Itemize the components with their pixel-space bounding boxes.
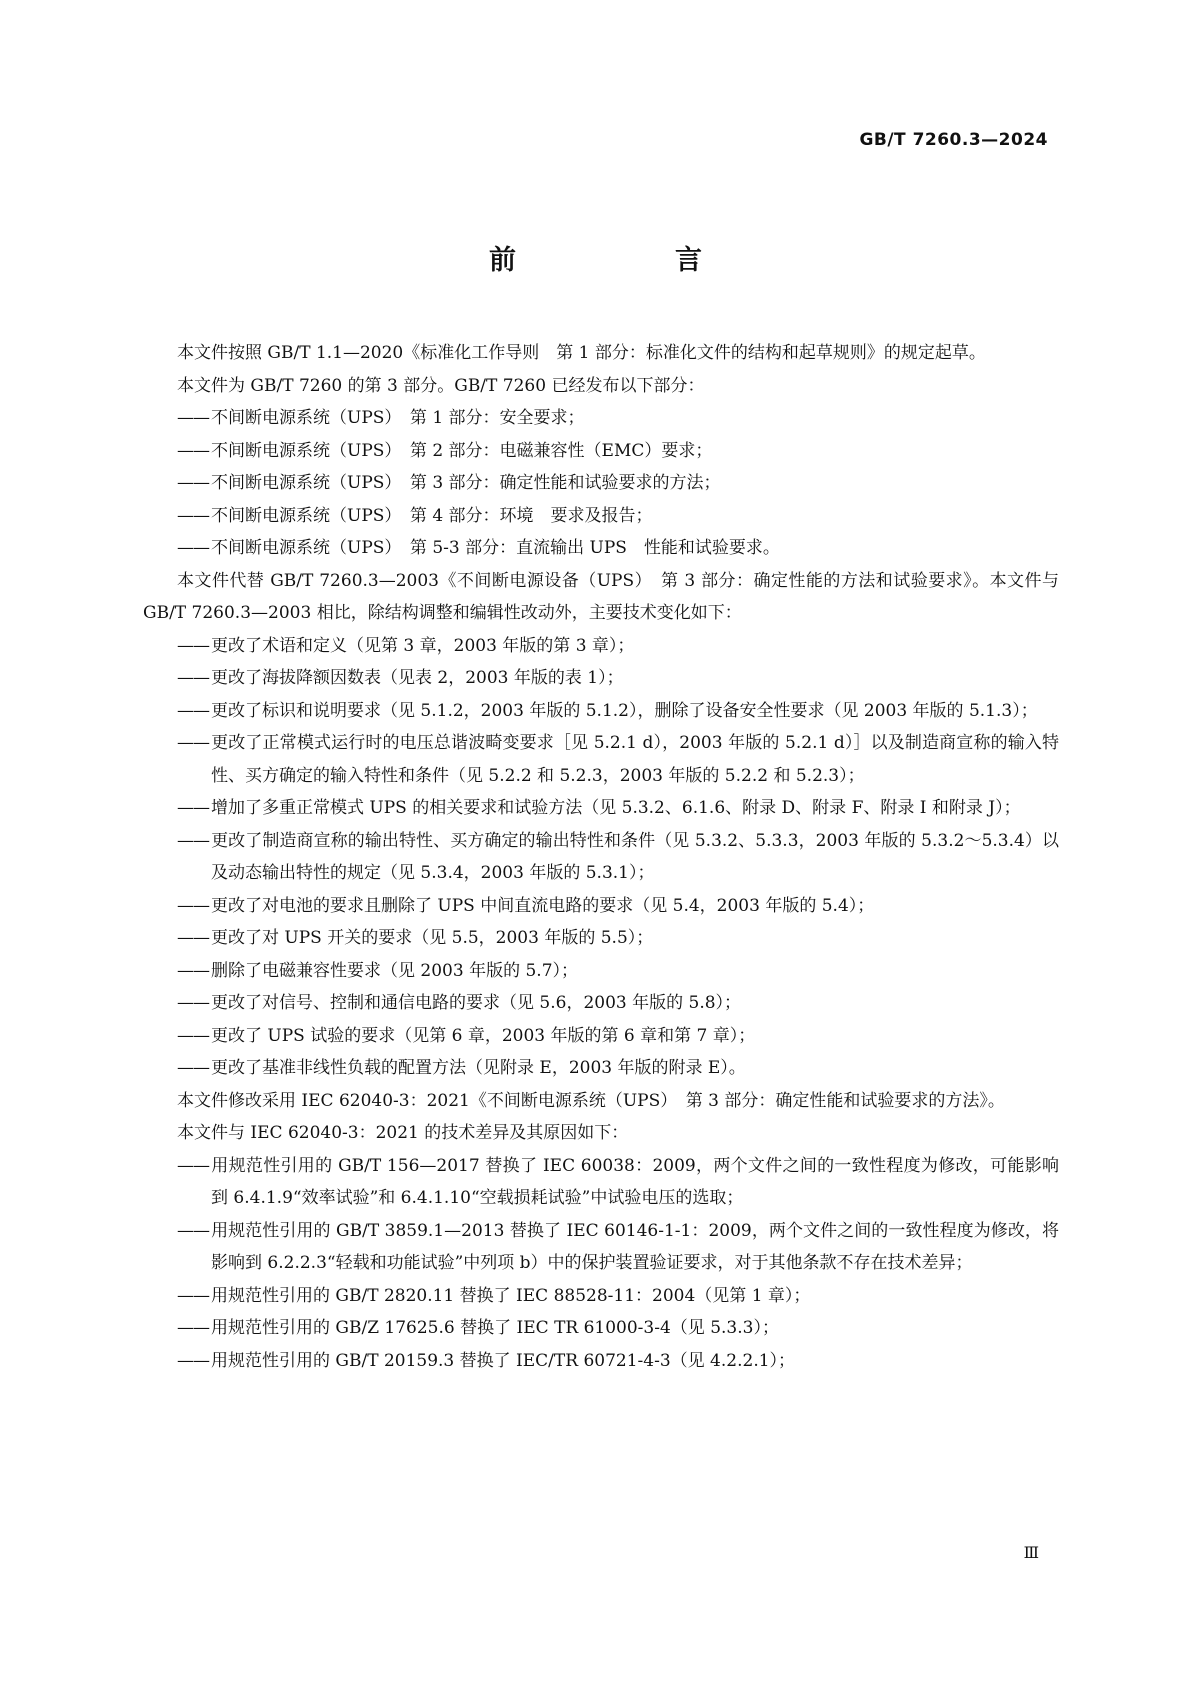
paragraph-iec-adoption: 本文件修改采用 IEC 62040-3：2021《不间断电源系统（UPS） 第 3 部分：确定性能和试验要求的方法》。 xyxy=(177,1090,1005,1111)
list-item xyxy=(143,727,1059,792)
list-item xyxy=(143,435,1059,468)
list-item-text: 更改了对电池的要求且删除了 UPS 中间直流电路的要求（见 5.4，2003 年版的 5.4）； xyxy=(211,895,875,916)
list-dash: —— xyxy=(177,1350,209,1371)
list-item xyxy=(143,662,1059,695)
list-item-text: 更改了标识和说明要求（见 5.1.2，2003 年版的 5.1.2），删除了设备安全性要求（见 2003 年版的 5.1.3）； xyxy=(211,700,1038,721)
list-item xyxy=(143,1052,1059,1085)
list-dash: —— xyxy=(177,798,209,818)
list-item xyxy=(143,1020,1059,1053)
list-item xyxy=(143,922,1059,955)
differences-list xyxy=(143,1150,1059,1378)
list-item-text: 更改了基准非线性负载的配置方法（见附录 E，2003 年版的附录 E）。 xyxy=(211,1058,746,1078)
list-item-text: 增加了多重正常模式 UPS 的相关要求和试验方法（见 5.3.2、6.1.6、附录 D、附录 F、附录 I 和附录 J）； xyxy=(211,798,1021,818)
list-dash: —— xyxy=(177,635,209,656)
paragraph-technical-differences: 本文件与 IEC 62040-3：2021 的技术差异及其原因如下： xyxy=(177,1123,629,1143)
list-item xyxy=(143,532,1059,565)
list-dash: —— xyxy=(177,928,209,948)
list-item xyxy=(143,955,1059,988)
list-item-text: 用规范性引用的 GB/T 20159.3 替换了 IEC/TR 60721-4-3（见 4.2.2.1）； xyxy=(211,1350,796,1371)
list-dash: —— xyxy=(177,1025,209,1046)
list-dash: —— xyxy=(177,733,209,753)
document-body xyxy=(143,337,1059,1377)
list-item-text: 不间断电源系统（UPS） 第 3 部分：确定性能和试验要求的方法； xyxy=(211,473,721,493)
list-dash: —— xyxy=(177,1220,209,1241)
list-item xyxy=(143,987,1059,1020)
list-item-text: 更改了 UPS 试验的要求（见第 6 章，2003 年版的第 6 章和第 7 章）； xyxy=(211,1025,756,1046)
list-item xyxy=(143,1150,1059,1215)
list-item-text: 删除了电磁兼容性要求（见 2003 年版的 5.7）； xyxy=(211,960,579,981)
list-item xyxy=(143,1215,1059,1280)
list-item xyxy=(143,1312,1059,1345)
list-item xyxy=(143,467,1059,500)
list-item xyxy=(143,825,1059,890)
list-item xyxy=(143,1345,1059,1378)
list-item-text: 更改了对信号、控制和通信电路的要求（见 5.6，2003 年版的 5.8）； xyxy=(211,993,742,1013)
list-dash: —— xyxy=(177,895,209,916)
list-dash: —— xyxy=(177,1058,209,1078)
paragraph-drafting-rules: 本文件按照 GB/T 1.1—2020《标准化工作导则 第 1 部分：标准化文件的结构和起草规则》的规定起草。 xyxy=(177,343,986,363)
list-dash: —— xyxy=(177,993,209,1013)
list-item xyxy=(143,890,1059,923)
list-item-text: 用规范性引用的 GB/T 156—2017 替换了 IEC 60038：2009，两个文件之间的一致性程度为修改，可能影响到 6.4.1.9“效率试验”和 6.4.1.10“空载损耗试验”中试验电压的选取； xyxy=(211,1155,1060,1208)
list-item xyxy=(143,402,1059,435)
list-item-text: 更改了正常模式运行时的电压总谐波畸变要求［见 5.2.1 d），2003 年版的 5.2.1 d）］以及制造商宣称的输入特性、买方确定的输入特性和条件（见 5.2.2 和 5.2.3，2003 年版的 5.2.2 和 5.2.3）； xyxy=(211,733,1059,786)
paragraph-series-parts: 本文件为 GB/T 7260 的第 3 部分。GB/T 7260 已经发布以下部分： xyxy=(177,375,705,396)
list-item xyxy=(143,630,1059,663)
list-item-text: 用规范性引用的 GB/T 2820.11 替换了 IEC 88528-11：2004（见第 1 章）； xyxy=(211,1285,811,1306)
list-item-text: 不间断电源系统（UPS） 第 5-3 部分：直流输出 UPS 性能和试验要求。 xyxy=(211,538,780,558)
list-dash: —— xyxy=(177,1285,209,1306)
list-dash: —— xyxy=(177,408,209,428)
page-number: Ⅲ xyxy=(1023,1543,1039,1562)
list-dash: —— xyxy=(177,440,209,461)
list-dash: —— xyxy=(177,700,209,721)
page-title: 前 言 xyxy=(489,245,768,276)
list-item-text: 更改了对 UPS 开关的要求（见 5.5，2003 年版的 5.5）； xyxy=(211,928,654,948)
list-dash: —— xyxy=(177,960,209,981)
list-dash: —— xyxy=(177,668,209,688)
list-item xyxy=(143,792,1059,825)
list-item xyxy=(143,695,1059,728)
list-item-text: 用规范性引用的 GB/T 3859.1—2013 替换了 IEC 60146-1-1：2009，两个文件之间的一致性程度为修改，将影响到 6.2.2.3“轻载和功能试验”中列项 b）中的保护装置验证要求，对于其他条款不存在技术差异； xyxy=(211,1220,1059,1273)
list-dash: —— xyxy=(177,830,209,851)
list-item xyxy=(143,500,1059,533)
list-dash: —— xyxy=(177,473,209,493)
list-item-text: 用规范性引用的 GB/Z 17625.6 替换了 IEC TR 61000-3-4（见 5.3.3）； xyxy=(211,1318,779,1338)
list-item-text: 不间断电源系统（UPS） 第 1 部分：安全要求； xyxy=(211,408,585,428)
paragraph-replaces: 本文件代替 GB/T 7260.3—2003《不间断电源设备（UPS） 第 3 部分：确定性能的方法和试验要求》。本文件与 GB/T 7260.3—2003 相比，除结构调整和编辑性改动外，主要技术变化如下： xyxy=(143,570,1059,623)
list-item xyxy=(143,1280,1059,1313)
list-item-text: 更改了海拔降额因数表（见表 2，2003 年版的表 1）； xyxy=(211,668,624,688)
list-item-text: 更改了制造商宣称的输出特性、买方确定的输出特性和条件（见 5.3.2、5.3.3，2003 年版的 5.3.2～5.3.4）以及动态输出特性的规定（见 5.3.4，2003 年版的 5.3.1）； xyxy=(211,830,1059,883)
list-dash: —— xyxy=(177,538,209,558)
standard-code: GB/T 7260.3—2024 xyxy=(859,130,1048,150)
list-item-text: 不间断电源系统（UPS） 第 2 部分：电磁兼容性（EMC）要求； xyxy=(211,440,713,461)
list-item-text: 更改了术语和定义（见第 3 章，2003 年版的第 3 章）； xyxy=(211,635,635,656)
parts-list xyxy=(143,402,1059,565)
list-dash: —— xyxy=(177,1318,209,1338)
list-item-text: 不间断电源系统（UPS） 第 4 部分：环境 要求及报告； xyxy=(211,505,653,526)
changes-list xyxy=(143,630,1059,1085)
list-dash: —— xyxy=(177,505,209,526)
list-dash: —— xyxy=(177,1155,209,1176)
